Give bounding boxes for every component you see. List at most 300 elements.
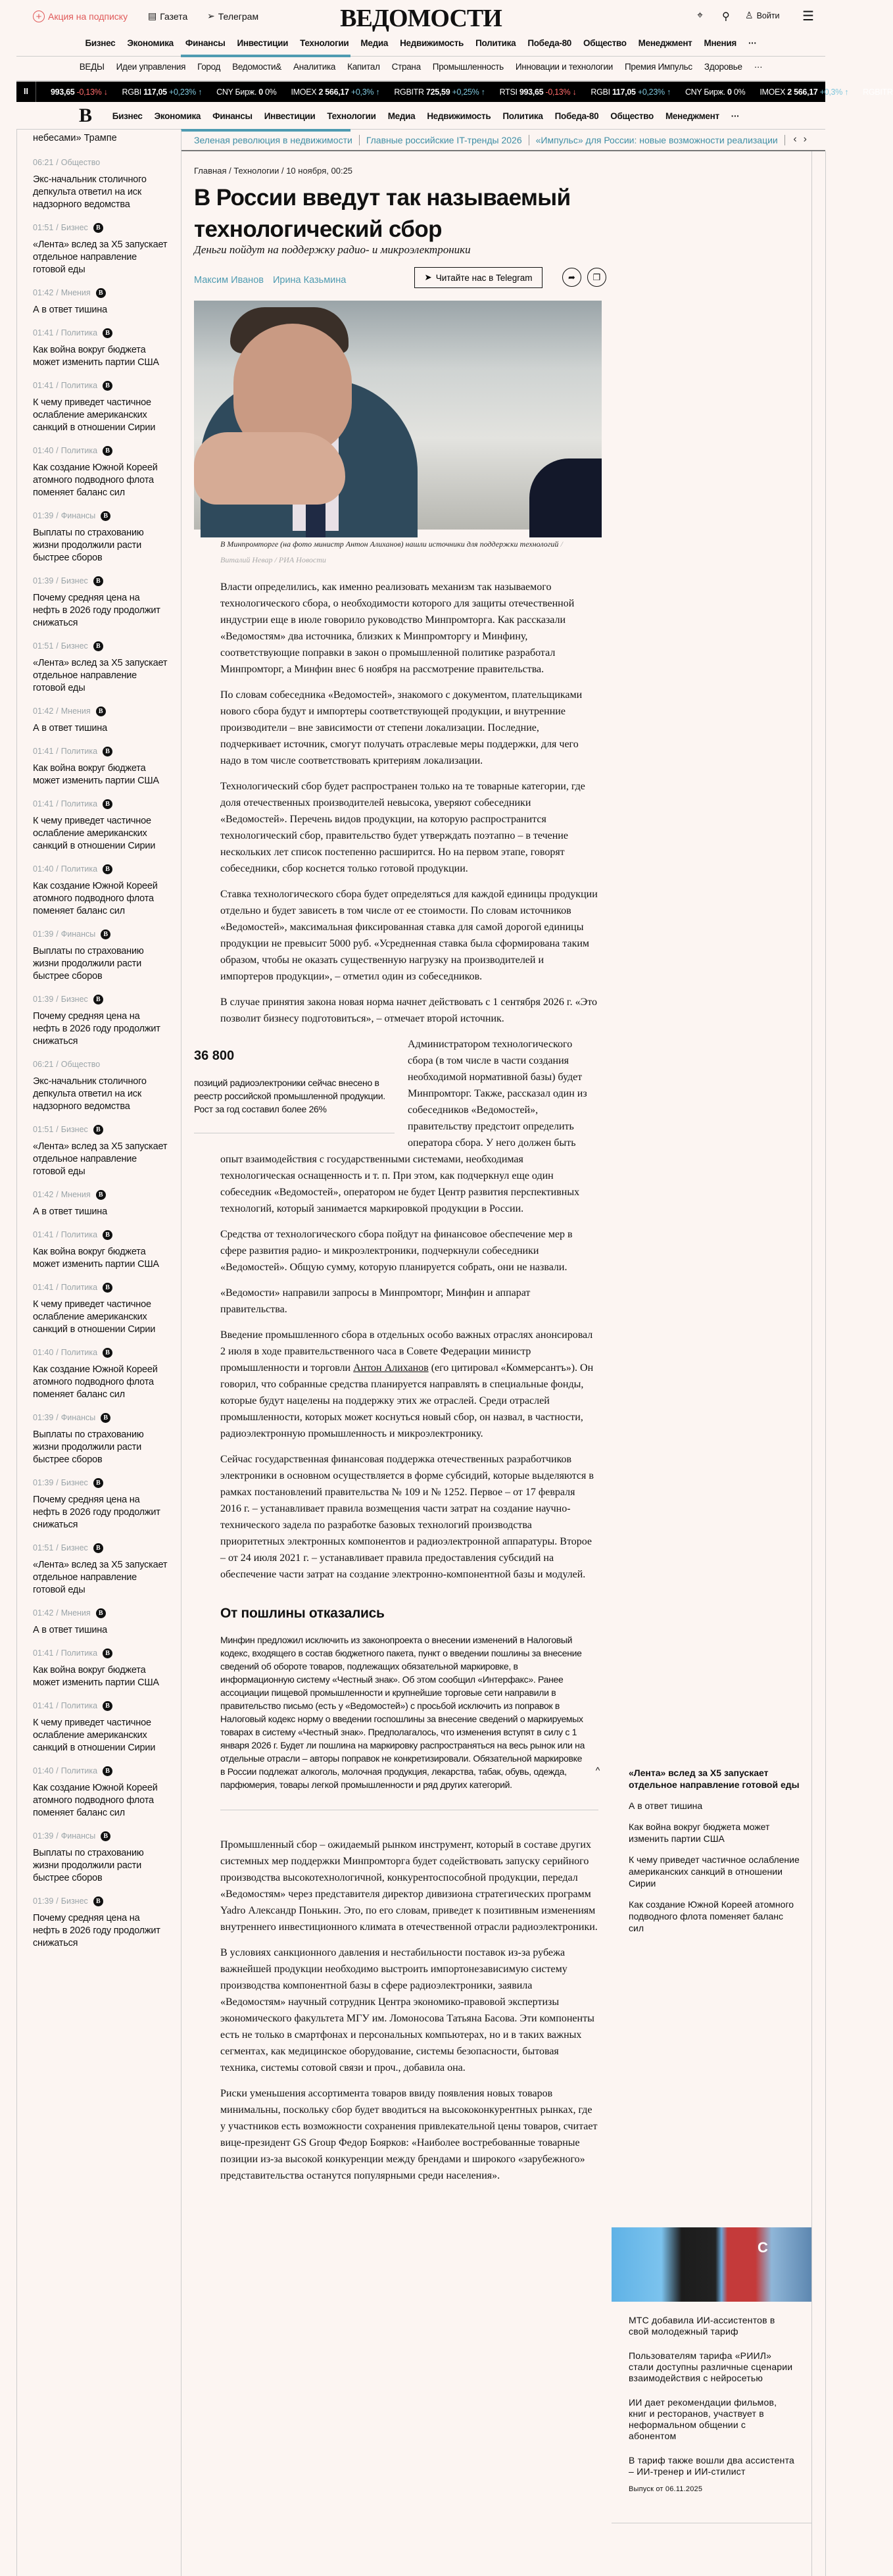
vedomosti-badge-icon: В bbox=[103, 446, 112, 456]
vedomosti-badge-icon: В bbox=[96, 1608, 106, 1618]
news-section: Бизнес bbox=[60, 641, 88, 651]
sidebar-note bbox=[220, 1633, 598, 1810]
ticker-change: -0,13% bbox=[545, 87, 571, 97]
related-news-item[interactable]: Как создание Южной Кореей атомного подводного флота поменяет баланс сил bbox=[629, 1899, 794, 1933]
divider bbox=[825, 151, 826, 2576]
news-feed-item[interactable] bbox=[33, 327, 169, 369]
news-meta bbox=[33, 510, 169, 522]
news-feed-item[interactable] bbox=[33, 222, 169, 276]
newsletter-item[interactable]: МТС добавила ИИ-ассистентов в свой молодежный тариф bbox=[629, 2315, 775, 2337]
news-title[interactable]: Выплаты по страхованию жизни продолжили расти быстрее сборов bbox=[33, 946, 144, 981]
pause-icon[interactable]: II bbox=[16, 82, 36, 102]
arrow-down-icon: ↓ bbox=[570, 87, 577, 97]
nav-item[interactable]: Победа-80 bbox=[554, 111, 599, 121]
chevron-right-icon[interactable]: › bbox=[803, 134, 813, 145]
news-title[interactable]: А в ответ тишина bbox=[33, 305, 107, 315]
authors bbox=[194, 275, 346, 285]
vedomosti-badge-icon: В bbox=[103, 799, 112, 809]
news-meta bbox=[33, 1830, 169, 1842]
market-ticker bbox=[16, 82, 893, 102]
news-meta bbox=[33, 745, 169, 757]
nav-item[interactable]: Общество bbox=[583, 38, 627, 48]
nav-item[interactable]: Ведомости& bbox=[232, 62, 281, 72]
news-separator: / bbox=[56, 1060, 59, 1069]
news-title[interactable]: «Лента» вслед за Х5 запускает отдельное направление готовой еды bbox=[33, 239, 168, 275]
news-separator: / bbox=[56, 995, 59, 1004]
nav-item[interactable]: Медиа bbox=[360, 38, 389, 48]
ticker-item[interactable] bbox=[863, 87, 892, 97]
sticky-nav bbox=[16, 103, 825, 130]
news-meta bbox=[33, 287, 169, 299]
news-section: Мнения bbox=[60, 1608, 91, 1618]
topic-tag[interactable]: «Импульс» для России: новые возможности реализации bbox=[529, 135, 785, 145]
vedomosti-badge-icon: В bbox=[93, 1896, 103, 1906]
nav-item[interactable]: Идеи управления bbox=[116, 62, 186, 72]
news-title[interactable]: Как война вокруг бюджета может изменить партии США bbox=[33, 1247, 159, 1270]
news-meta bbox=[33, 1607, 169, 1619]
news-meta bbox=[33, 640, 169, 652]
partner-newsletter-card[interactable] bbox=[612, 2227, 812, 2523]
news-feed-item[interactable] bbox=[33, 287, 169, 316]
photo-author: Виталий Невар bbox=[220, 555, 273, 564]
paragraph: Риски уменьшения ассортимента товаров ввиду появления новых товаров минимальны, поскольку сбор будет вводиться на высококонкурентных рынках, где у участников есть возможности сохранения привлекательной цены товаров, считает вице-президент GS Group Федор Боярков: «Наиболее востребованные товарные позиции из-за высокой конкуренции между брендами и широкого «зарубежного» представительства останутся популярными среди населения». bbox=[220, 2088, 598, 2181]
news-feed-item[interactable] bbox=[33, 445, 169, 499]
vedomosti-badge-icon: В bbox=[96, 288, 106, 298]
nav-item[interactable]: Инновации и технологии bbox=[515, 62, 614, 72]
chevron-left-icon[interactable]: ‹ bbox=[793, 134, 804, 145]
telegram-subscribe-button[interactable] bbox=[414, 267, 543, 288]
news-title[interactable]: К чему приведет частичное ослабление американских санкций в отношении Сирии bbox=[33, 397, 156, 433]
news-feed-item[interactable] bbox=[33, 1830, 169, 1885]
vedomosti-badge-icon: В bbox=[93, 223, 103, 233]
nav-item[interactable]: Бизнес bbox=[112, 111, 143, 121]
related-news-item[interactable]: «Лента» вслед за Х5 запускает отдельное направление готовой еды bbox=[629, 1768, 800, 1790]
topic-tags-bar bbox=[181, 130, 825, 151]
nav-item[interactable]: Медиа bbox=[387, 111, 416, 121]
search-icon[interactable]: ⚲ bbox=[722, 11, 730, 22]
vedomosti-badge-icon: В bbox=[101, 1831, 110, 1841]
news-feed-item[interactable] bbox=[33, 1765, 169, 1820]
news-separator: / bbox=[56, 799, 59, 808]
ticker-change: 0% bbox=[733, 87, 746, 97]
paragraph: Администратором технологического сбора (в том числе в части создания необходимой нормативной базы) будет Минпромторг. Также, рассказал один из собеседников «Ведомостей», правительству предстоит определить оператора сбора. У него должен быть опыт взаимодействия с государственными системами, необходимая технологическая оснащенность и т. п. При этом, как подчеркнул еще один собеседник «Ведомостей», оператором не будет Центр развития перспективных технологий, который занимается маркировкой продукции в России. bbox=[220, 1039, 587, 1214]
nav-item[interactable]: Бизнес bbox=[85, 38, 116, 48]
nav-item[interactable]: Мнения bbox=[704, 38, 736, 48]
ticker-item[interactable] bbox=[760, 87, 848, 97]
news-title[interactable]: Как создание Южной Кореей атомного подводного флота поменяет баланс сил bbox=[33, 1783, 158, 1818]
news-separator: / bbox=[56, 1348, 59, 1357]
news-meta bbox=[33, 1058, 169, 1070]
newspaper-icon: ▤ bbox=[148, 11, 157, 21]
news-meta bbox=[33, 1895, 169, 1907]
news-separator: / bbox=[56, 381, 59, 390]
ticker-item[interactable] bbox=[122, 87, 203, 97]
news-title[interactable]: Почему средняя цена на нефть в 2026 году продолжит снижаться bbox=[33, 1495, 160, 1530]
nav-item[interactable]: Недвижимость bbox=[400, 38, 464, 48]
nav-item[interactable]: Общество bbox=[610, 111, 654, 121]
vedomosti-badge-icon: В bbox=[101, 511, 110, 521]
telegram-label: Телеграм bbox=[218, 11, 259, 22]
news-title[interactable]: К чему приведет частичное ослабление американских санкций в отношении Сирии bbox=[33, 1299, 156, 1335]
news-separator: / bbox=[56, 1896, 59, 1906]
news-section: Финансы bbox=[60, 929, 96, 939]
newsletter-item[interactable]: ИИ дает рекомендации фильмов, книг и ресторанов, участвует в неформальном общении с абонентом bbox=[629, 2397, 777, 2441]
vedomosti-badge-icon: В bbox=[103, 1283, 112, 1293]
ticker-item[interactable] bbox=[394, 87, 485, 97]
news-feed-item[interactable] bbox=[33, 1607, 169, 1637]
divider bbox=[16, 56, 825, 57]
news-feed-item[interactable] bbox=[33, 575, 169, 630]
news-meta bbox=[33, 1412, 169, 1424]
ticker-change: +0,25% bbox=[452, 87, 479, 97]
news-title[interactable]: К чему приведет частичное ослабление американских санкций в отношении Сирии bbox=[33, 1718, 156, 1753]
nav-item[interactable]: Недвижимость bbox=[427, 111, 491, 121]
promo-label: Акция на подписку bbox=[48, 11, 128, 22]
paragraph: Технологический сбор будет распространен только на те товарные категории, где доля отечественных производителей невысока, уверяют собеседники «Ведомостей». Перечень видов продукции, на которую распространится технологический сбор, правительство будет утверждать поэтапно – в течение нескольких лет список постепенно расширится. Но на первом этапе, говорят собеседники, сбор коснется только готовой продукции. bbox=[220, 781, 585, 874]
news-separator: / bbox=[56, 576, 59, 585]
location-pin-icon[interactable]: ⌖ bbox=[697, 10, 704, 21]
breadcrumb-section[interactable]: Технологии bbox=[233, 166, 279, 176]
nav-item[interactable]: Технологии bbox=[300, 38, 349, 48]
vedomosti-badge-icon: В bbox=[93, 1125, 103, 1135]
news-feed-item[interactable] bbox=[33, 1124, 169, 1178]
ticker-name: IMOEX bbox=[291, 87, 319, 97]
news-title[interactable]: Экс-начальник столичного депкульта ответил на иск надзорного ведомства bbox=[33, 1076, 147, 1112]
login-button[interactable] bbox=[745, 10, 780, 21]
news-meta bbox=[33, 380, 169, 391]
news-feed-item[interactable] bbox=[33, 745, 169, 787]
news-section: Политика bbox=[60, 1648, 98, 1658]
author-link[interactable]: Ирина Казьмина bbox=[272, 275, 347, 285]
news-title[interactable]: «Лента» вслед за Х5 запускает отдельное направление готовой еды bbox=[33, 1560, 168, 1595]
telegram-icon: ➢ bbox=[207, 11, 215, 21]
news-separator: / bbox=[56, 1413, 59, 1422]
sticky-logo[interactable]: В bbox=[79, 105, 92, 126]
news-time: 01:39 bbox=[33, 995, 54, 1004]
nav-item[interactable]: Капитал bbox=[347, 62, 380, 72]
news-separator: / bbox=[56, 1766, 59, 1775]
newsletter-item[interactable]: В тариф также вошли два ассистента – ИИ-тренер и ИИ-стилист bbox=[629, 2455, 795, 2477]
news-feed-item[interactable] bbox=[33, 380, 169, 434]
news-title[interactable]: Выплаты по страхованию жизни продолжили расти быстрее сборов bbox=[33, 528, 144, 563]
nav-item[interactable]: Здоровье bbox=[704, 62, 742, 72]
share-icon[interactable]: ➦ bbox=[562, 268, 581, 287]
divider bbox=[16, 80, 825, 81]
user-icon: ♙ bbox=[745, 10, 754, 20]
newsletter-item[interactable]: Пользователям тарифа «РИИЛ» стали доступны различные сценарии взаимодействия с нейросетью bbox=[629, 2350, 793, 2383]
news-meta bbox=[33, 157, 169, 168]
news-section: Политика bbox=[60, 1701, 98, 1710]
news-separator: / bbox=[56, 1608, 59, 1618]
news-title[interactable]: Выплаты по страхованию жизни продолжили расти быстрее сборов bbox=[33, 1848, 144, 1883]
ticker-value: 993,65 bbox=[519, 87, 546, 97]
news-section: Политика bbox=[60, 446, 98, 455]
ticker-change: +0,3% bbox=[819, 87, 843, 97]
ticker-value: 117,05 bbox=[143, 87, 170, 97]
breadcrumb-home[interactable]: Главная bbox=[194, 166, 227, 176]
news-feed-item[interactable] bbox=[33, 1700, 169, 1754]
news-meta bbox=[33, 1700, 169, 1712]
ticker-item[interactable] bbox=[291, 87, 379, 97]
news-separator: / bbox=[56, 1478, 59, 1487]
news-feed-item[interactable] bbox=[33, 1058, 169, 1113]
article-photo bbox=[194, 301, 602, 530]
ticker-name: CNY Бирж. bbox=[216, 87, 259, 97]
news-section: Мнения bbox=[60, 1190, 91, 1199]
ticker-item[interactable] bbox=[591, 87, 671, 97]
nav-item[interactable]: Инвестиции bbox=[237, 38, 289, 48]
newspaper-label: Газета bbox=[160, 11, 188, 22]
news-time: 01:51 bbox=[33, 223, 54, 232]
site-logo[interactable]: ВЕДОМОСТИ bbox=[340, 5, 502, 32]
ticker-name: RGBITR bbox=[394, 87, 426, 97]
news-section: Бизнес bbox=[60, 1543, 88, 1552]
news-separator: / bbox=[56, 1125, 59, 1134]
news-time: 01:40 bbox=[33, 1348, 54, 1357]
news-feed-item[interactable] bbox=[33, 928, 169, 983]
news-feed-item[interactable] bbox=[33, 1189, 169, 1218]
vedomosti-badge-icon: В bbox=[96, 706, 106, 716]
news-title[interactable]: А в ответ тишина bbox=[33, 1206, 107, 1217]
news-separator: / bbox=[56, 1543, 59, 1552]
ticker-name: IMOEX bbox=[760, 87, 788, 97]
nav-item[interactable]: Город bbox=[197, 62, 221, 72]
news-section: Общество bbox=[60, 158, 101, 167]
news-time: 01:39 bbox=[33, 576, 54, 585]
breadcrumb: Главная / Технологии / 10 ноября, 00:25 bbox=[194, 166, 353, 176]
vedomosti-badge-icon: В bbox=[103, 1348, 112, 1358]
news-separator: / bbox=[56, 158, 59, 167]
news-section: Бизнес bbox=[60, 1896, 88, 1906]
nav-item[interactable]: Промышленность bbox=[432, 62, 504, 72]
news-meta bbox=[33, 1347, 169, 1358]
news-section: Бизнес bbox=[60, 223, 88, 232]
nav-item[interactable]: Страна bbox=[391, 62, 421, 72]
news-separator: / bbox=[56, 1648, 59, 1658]
news-time: 01:42 bbox=[33, 1608, 54, 1618]
news-section: Бизнес bbox=[60, 1478, 88, 1487]
news-title[interactable]: Как создание Южной Кореей атомного подводного флота поменяет баланс сил bbox=[33, 1364, 158, 1400]
news-title[interactable]: Почему средняя цена на нефть в 2026 году продолжит снижаться bbox=[33, 593, 160, 628]
paragraph: Средства от технологического сбора пойдут на финансовое обеспечение мер в сфере развития радио- и микроэлектроники, подчеркнули собеседники «Ведомостей». Общую сумму, которую планируется собрать, они не назвали. bbox=[220, 1229, 573, 1273]
news-meta bbox=[33, 993, 169, 1005]
news-feed-item[interactable] bbox=[33, 1895, 169, 1950]
news-feed-item[interactable] bbox=[33, 1647, 169, 1689]
active-section-indicator bbox=[181, 55, 350, 57]
arrow-up-icon: ↑ bbox=[479, 87, 485, 97]
news-title[interactable]: «Лента» вслед за Х5 запускает отдельное направление готовой еды bbox=[33, 1141, 168, 1177]
nav-item[interactable]: ··· bbox=[748, 38, 757, 48]
news-title[interactable]: К чему приведет частичное ослабление американских санкций в отношении Сирии bbox=[33, 816, 156, 851]
ticker-value: 117,05 bbox=[612, 87, 638, 97]
top-bar bbox=[0, 0, 842, 34]
nav-item[interactable]: Инвестиции bbox=[264, 111, 316, 121]
news-time: 01:39 bbox=[33, 1896, 54, 1906]
vedomosti-badge-icon: В bbox=[93, 576, 103, 586]
news-title[interactable]: Как создание Южной Кореей атомного подводного флота поменяет баланс сил bbox=[33, 462, 158, 498]
news-meta bbox=[33, 575, 169, 587]
news-time: 01:40 bbox=[33, 1766, 54, 1775]
news-feed-item[interactable] bbox=[33, 1229, 169, 1271]
news-feed-item[interactable] bbox=[33, 1542, 169, 1597]
news-title[interactable]: Почему средняя цена на нефть в 2026 году продолжит снижаться bbox=[33, 1913, 160, 1948]
news-feed-item[interactable] bbox=[33, 157, 169, 211]
secondary-nav bbox=[0, 62, 842, 79]
news-separator: / bbox=[56, 328, 59, 337]
ticker-value: 0 bbox=[727, 87, 734, 97]
nav-item[interactable]: Экономика bbox=[127, 38, 174, 48]
topic-tag[interactable]: Главные российские IT-тренды 2026 bbox=[360, 135, 529, 145]
news-title[interactable]: Выплаты по страхованию жизни продолжили расти быстрее сборов bbox=[33, 1429, 144, 1465]
news-time: 01:39 bbox=[33, 1413, 54, 1422]
vedomosti-badge-icon: В bbox=[103, 328, 112, 338]
news-title[interactable]: Как война вокруг бюджета может изменить партии США bbox=[33, 345, 159, 368]
news-feed-item[interactable] bbox=[33, 1477, 169, 1531]
ticker-change: +0,3% bbox=[350, 87, 374, 97]
section-heading: От пошлины отказались bbox=[220, 1606, 385, 1621]
news-separator: / bbox=[56, 1230, 59, 1239]
news-section: Бизнес bbox=[60, 576, 88, 585]
nav-item[interactable]: Финансы bbox=[212, 111, 253, 121]
ticker-item[interactable] bbox=[51, 87, 108, 97]
arrow-up-icon: ↑ bbox=[374, 87, 380, 97]
topic-tag[interactable]: Зеленая революция в недвижимости bbox=[194, 135, 360, 145]
nav-item[interactable]: ··· bbox=[731, 111, 740, 121]
news-meta bbox=[33, 327, 169, 339]
news-section: Общество bbox=[60, 1060, 101, 1069]
news-section: Финансы bbox=[60, 1413, 96, 1422]
nav-item[interactable]: Премия Импульс bbox=[625, 62, 692, 72]
news-title[interactable]: А в ответ тишина bbox=[33, 723, 107, 733]
nav-item[interactable]: Технологии bbox=[327, 111, 376, 121]
news-separator: / bbox=[56, 747, 59, 756]
vedomosti-badge-icon: В bbox=[103, 1648, 112, 1658]
related-news-item[interactable]: К чему приведет частичное ослабление американских санкций в отношении Сирии bbox=[629, 1854, 800, 1889]
ticker-name: RGBI bbox=[122, 87, 144, 97]
callout-text: позиций радиоэлектроники сейчас внесено в реестр российской промышленной продукции. Рост за год составил более 26% bbox=[194, 1077, 385, 1114]
vedomosti-badge-icon: В bbox=[93, 1478, 103, 1488]
news-meta bbox=[33, 1189, 169, 1201]
nav-item[interactable]: ВЕДЫ bbox=[79, 62, 105, 72]
news-section: Политика bbox=[60, 328, 98, 337]
nav-item[interactable]: Политика bbox=[475, 38, 516, 48]
news-feed-item[interactable] bbox=[33, 640, 169, 695]
nav-item[interactable]: Менеджмент bbox=[665, 111, 719, 121]
news-feed-sidebar[interactable] bbox=[16, 130, 181, 2576]
news-time: 01:40 bbox=[33, 446, 54, 455]
image-sign-letter: С bbox=[758, 2239, 768, 2256]
note-text: Минфин предложил исключить из законопроекта о внесении изменений в Налоговый кодекс, входящего в состав бюджетного пакета, пункт о введении пошлины за внесение сведений об обороте товаров, подлежащих обязательной маркировке, в информационную систему «Честный знак». Об этом сообщил «Интерфакс». Ранее ассоциации пищевой промышленности и крупнейшие торговые сети направили в правительство письмо (есть у «Ведомостей») с просьбой исключить из поправок в Налоговый кодекс норму о введении госпошлины за внесение сведений о маркируемых товарах в систему «Честный знак». Предполагалось, что изменения вступят в силу с 1 января 2026 г. Будет ли пошлина на маркировку распространяться на весь рынок или на отдельные отрасли – авторы поправок не конкретизировали. Обязательной маркировке в России подлежат алкоголь, молочная продукция, лекарства, табак, обувь, одежда, парфюмерия, товары легкой промышленности и ряд других категорий. bbox=[220, 1635, 585, 1790]
news-feed-item[interactable] bbox=[33, 1347, 169, 1401]
news-meta bbox=[33, 1765, 169, 1777]
news-title[interactable]: Как война вокруг бюджета может изменить партии США bbox=[33, 763, 159, 786]
callout-number: 36 800 bbox=[194, 1049, 235, 1063]
tags-arrows[interactable] bbox=[788, 134, 813, 145]
person-link[interactable]: Антон Алиханов bbox=[353, 1362, 429, 1374]
ticker-change: -0,13% bbox=[76, 87, 102, 97]
news-time: 01:42 bbox=[33, 1190, 54, 1199]
vedomosti-badge-icon: В bbox=[93, 995, 103, 1004]
ticker-item[interactable] bbox=[216, 87, 276, 97]
news-feed-item[interactable] bbox=[33, 798, 169, 853]
news-meta bbox=[33, 863, 169, 875]
news-meta bbox=[33, 1281, 169, 1293]
news-feed-item[interactable] bbox=[33, 705, 169, 735]
hamburger-menu-icon[interactable]: ☰ bbox=[802, 9, 814, 24]
news-separator: / bbox=[56, 288, 59, 297]
news-separator: / bbox=[56, 929, 59, 939]
news-feed-item[interactable] bbox=[33, 993, 169, 1048]
article-body bbox=[194, 579, 600, 2193]
related-news-item[interactable]: А в ответ тишина bbox=[629, 1800, 703, 1811]
nav-item[interactable]: ··· bbox=[754, 62, 763, 72]
nav-item[interactable]: Аналитика bbox=[293, 62, 336, 72]
news-feed-item[interactable] bbox=[33, 1281, 169, 1336]
ticker-value: 993,65 bbox=[51, 87, 77, 97]
news-feed-item[interactable] bbox=[33, 510, 169, 564]
text: (его цитировал «Коммерсантъ»). Он говорил, что собранные средства планируется направлять в специальные фонды, которые будут нацелены на поддержку этих же отраслей. Среди отраслей промышленности, которых может коснуться новый сбор, он назвал, в частности, радиоэлектронную промышленность и микроэлектронику. bbox=[220, 1362, 594, 1439]
login-label: Войти bbox=[756, 11, 780, 20]
news-time: 01:41 bbox=[33, 1648, 54, 1658]
clipped-news-title[interactable]: небесами» Трампе bbox=[33, 133, 117, 143]
ticker-value: 0 bbox=[258, 87, 266, 97]
nav-item[interactable]: Экономика bbox=[154, 111, 201, 121]
author-link[interactable]: Максим Иванов bbox=[194, 275, 264, 285]
news-title[interactable]: Как создание Южной Кореей атомного подводного флота поменяет баланс сил bbox=[33, 881, 158, 916]
paragraph: Власти определились, как именно реализовать механизм так называемого технологического сбора, о необходимости которого для защиты отечественной индустрии еще в июле говорило руководство Минпромторга. Как рассказали «Ведомостям» два источника, близких к Минпромторгу и Минфину, соответствующие поправки в закон о промышленной политике разработал Минпромторг, а Минфин внес 6 ноября на рассмотрение правительства. bbox=[220, 582, 575, 675]
related-news-item[interactable]: Как война вокруг бюджета может изменить партии США bbox=[629, 1821, 770, 1844]
news-title[interactable]: «Лента» вслед за Х5 запускает отдельное направление готовой еды bbox=[33, 658, 168, 693]
news-meta bbox=[33, 445, 169, 457]
paragraph: «Ведомости» направили запросы в Минпромторг, Минфин и аппарат правительства. bbox=[220, 1287, 531, 1315]
ticker-item[interactable] bbox=[685, 87, 745, 97]
vedomosti-badge-icon: В bbox=[103, 381, 112, 391]
telegram-button-label: Читайте нас в Telegram bbox=[435, 272, 533, 283]
news-feed-item[interactable] bbox=[33, 863, 169, 918]
news-time: 01:41 bbox=[33, 747, 54, 756]
nav-item[interactable]: Финансы bbox=[185, 38, 226, 48]
vedomosti-badge-icon: В bbox=[93, 641, 103, 651]
news-section: Финансы bbox=[60, 1831, 96, 1841]
nav-item[interactable]: Менеджмент bbox=[638, 38, 692, 48]
paragraph bbox=[220, 1327, 598, 1442]
news-meta bbox=[33, 928, 169, 940]
news-section: Бизнес bbox=[60, 1125, 88, 1134]
bookmark-icon[interactable]: ❒ bbox=[587, 268, 606, 287]
news-title[interactable]: Как война вокруг бюджета может изменить партии США bbox=[33, 1665, 159, 1688]
nav-item[interactable]: Политика bbox=[502, 111, 543, 121]
ticker-item[interactable] bbox=[500, 87, 577, 97]
vedomosti-badge-icon: В bbox=[96, 1190, 106, 1200]
news-meta bbox=[33, 222, 169, 234]
vedomosti-badge-icon: В bbox=[101, 929, 110, 939]
news-time: 01:41 bbox=[33, 1701, 54, 1710]
ticker-name: CNY Бирж. bbox=[685, 87, 728, 97]
news-title[interactable]: А в ответ тишина bbox=[33, 1625, 107, 1635]
news-time: 01:51 bbox=[33, 641, 54, 651]
news-section: Политика bbox=[60, 381, 98, 390]
paragraph: В условиях санкционного давления и нестабильности поставок из-за рубежа важнейшей продукции необходимо выстроить импортонезависимую систему производства компонентной базы в сфере радиоэлектроники, заявила «Ведомостям» научный сотрудник Центра экономико-правовой экспертизы экономического факультета МГУ им. Ломоносова Татьяна Басова. Эти компоненты есть не только в смартфонах и персональных компьютерах, но и в таких важных сегментах, как медицинское оборудование, системы безопасности, бытовая техника, системы сотовой связи и проч., добавила она. bbox=[220, 1947, 594, 2073]
news-title[interactable]: Почему средняя цена на нефть в 2026 году продолжит снижаться bbox=[33, 1011, 160, 1047]
news-time: 01:40 bbox=[33, 864, 54, 874]
news-meta bbox=[33, 1477, 169, 1489]
nav-item[interactable]: Победа-80 bbox=[527, 38, 572, 48]
news-feed-item[interactable] bbox=[33, 1412, 169, 1466]
news-title[interactable]: Экс-начальник столичного депкульта ответил на иск надзорного ведомства bbox=[33, 174, 147, 210]
collapse-chevron-icon[interactable]: ^ bbox=[595, 1765, 600, 1775]
news-separator: / bbox=[56, 223, 59, 232]
news-section: Финансы bbox=[60, 511, 96, 520]
